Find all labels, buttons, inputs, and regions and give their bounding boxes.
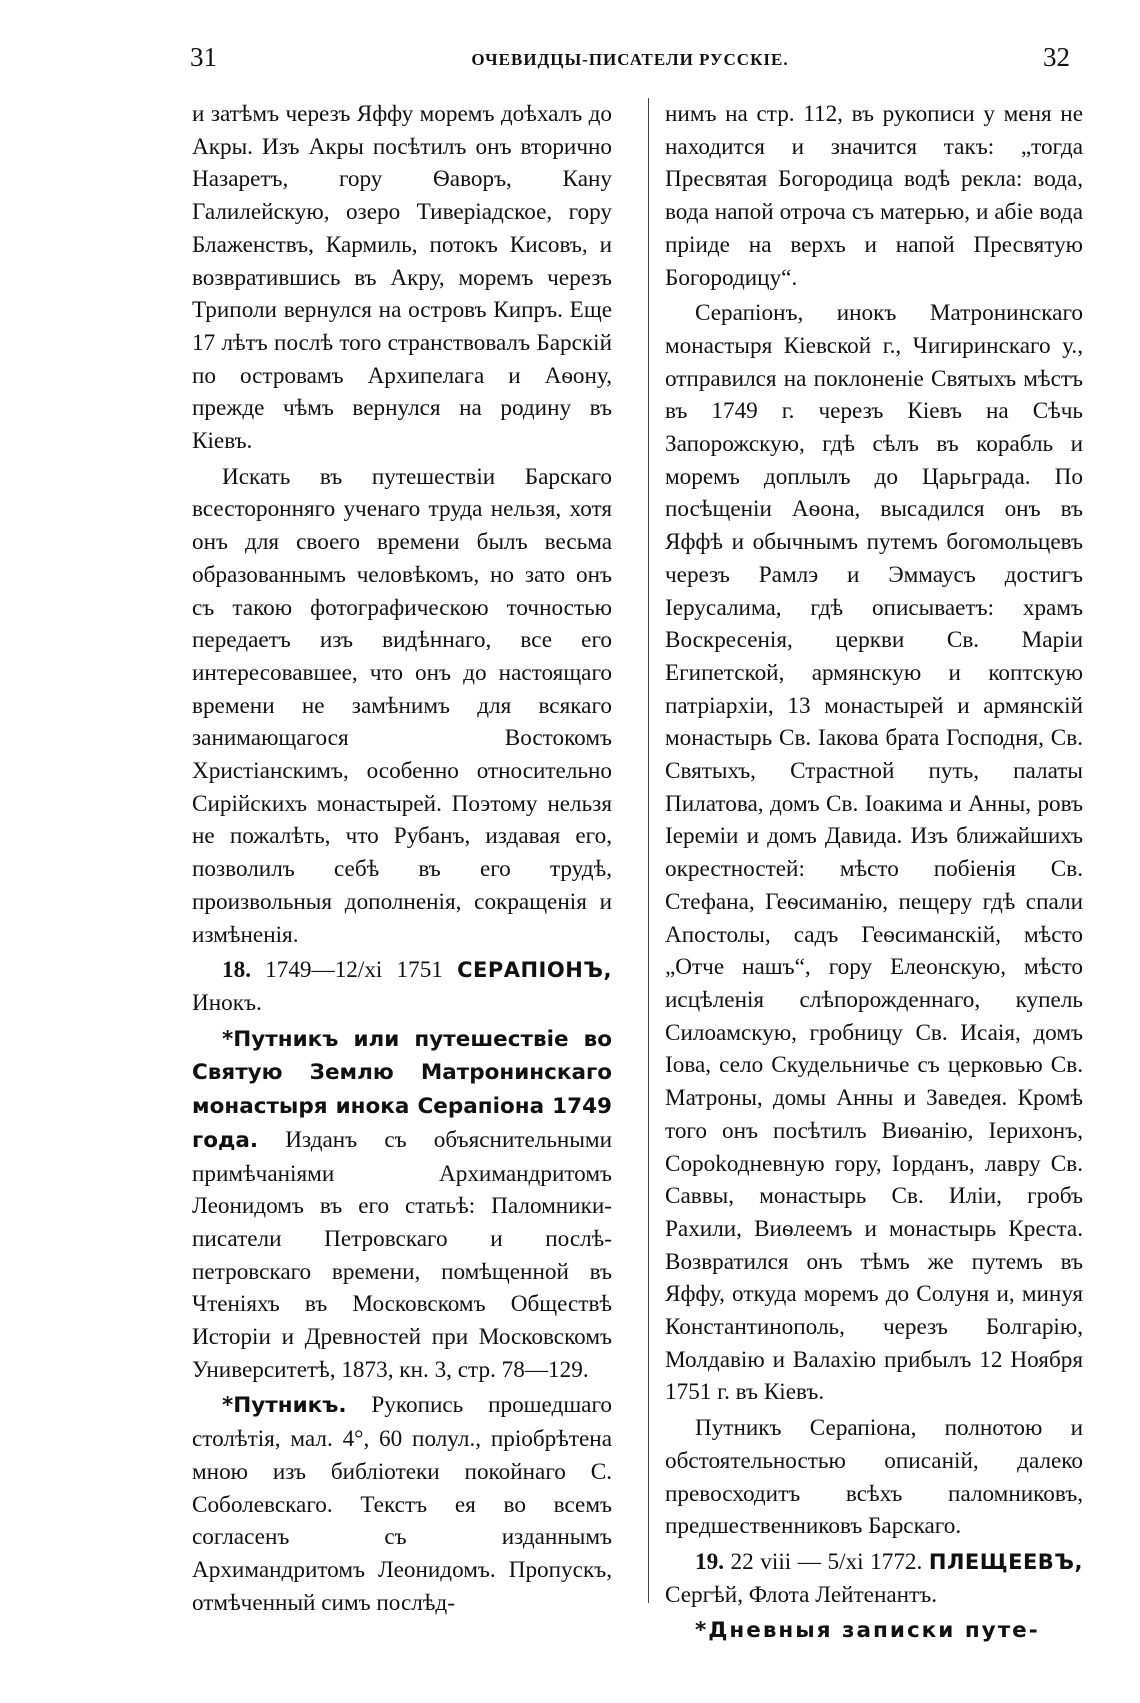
left-paragraph-1: и затѣмъ черезъ Яффу моремъ доѣхалъ до Акры. Изъ Акры посѣтилъ онъ вторично Назаретъ, гору Ѳаворъ, Кану Галилейскую, озеро Тиверіадское, гору Блаженствъ, Кармиль, потокъ Кисовъ, и возвратившись въ Акру, моремъ черезъ Триполи вернулся на островъ Кипръ. Еще 17 лѣтъ послѣ того странствовалъ Барскій по островамъ Архипелага и Аѳону, прежде чѣмъ вернулся на родину въ Кіевъ. — [192, 101, 612, 455]
entry-19-title-1: *Дневныя записки путе- — [695, 1618, 1040, 1644]
right-paragraph-3: Путникъ Серапіона, полнотою и обстоятельностью описаній, далеко превосходитъ всѣхъ паломниковъ, предшественниковъ Барскаго. — [665, 1415, 1083, 1540]
entry-18-bibliography-1 — [192, 1023, 612, 1387]
entry-18-text-1: Изданъ съ объяснительными примѣчаніями Архимандритомъ Леонидомъ въ его статьѣ: Паломники-писатели Петровскаго и послѣ-петровскаго времени, помѣщенной въ Чтеніяхъ въ Московскомъ Обществѣ Исторіи и Древностей при Московскомъ Университетѣ, 1873, кн. 3, стр. 78—129. — [192, 1126, 612, 1383]
left-paragraph-2: Искать въ путешествіи Барскаго всесторонняго ученаго труда нельзя, хотя онъ для своего времени былъ весьма образованнымъ человѣкомъ, но зато онъ съ такою фотографическою точностью передаетъ изъ видѣннаго, все его интересовавшее, что онъ до настоящаго времени не замѣнимъ для всякаго занимающагося Востокомъ Христіанскимъ, особенно относительно Сирійскихъ монастырей. Поэтому нельзя не пожалѣть, что Рубанъ, издавая его, позволилъ себѣ въ его трудѣ, произвольныя дополненія, сокращенія и измѣненія. — [192, 463, 612, 948]
entry-18-rank: Инокъ. — [192, 989, 262, 1016]
running-title: ОЧЕВИДЦЫ-ПИСАТЕЛИ РУССКІЕ. — [471, 50, 789, 69]
entry-18-number: 18. — [222, 957, 251, 984]
entry-19-bibliography-1 — [665, 1614, 1083, 1648]
entry-18-heading — [192, 954, 612, 1019]
left-column — [192, 98, 612, 1619]
entry-19-name: ПЛЕЩЕЕВЪ, — [928, 1549, 1083, 1574]
entry-18-text-2: Рукопись прошедшаго столѣтія, мал. 4°, 60 полул., пріобрѣтена мною изъ библіотеки покойнаго С. Соболевскаго. Текстъ ея во всемъ согласенъ съ изданнымъ Архимандритомъ Леонидомъ. Пропускъ, отмѣченный симъ послѣд- — [192, 1392, 612, 1616]
entry-19-heading — [665, 1546, 1083, 1611]
page-number-left: 31 — [190, 42, 217, 72]
entry-18-name: СЕРАПІОНЪ, — [457, 958, 612, 983]
entry-18-dates: 1749—12/xi 1751 — [250, 957, 458, 984]
entry-19-dates: 22 viii — 5/xi 1772. — [723, 1548, 929, 1575]
page-number-right: 32 — [1043, 42, 1070, 72]
right-paragraph-1: нимъ на стр. 112, въ рукописи у меня не находится и значится такъ: „тогда Пресвятая Богородица водѣ рекла: вода, вода напой отроча съ матерью, и абіе вода пріиде на верхъ и напой Пресвятую Богородицу“. — [665, 101, 1083, 291]
right-column — [665, 98, 1083, 1648]
entry-19-number: 19. — [695, 1548, 724, 1575]
page-header — [190, 42, 1070, 82]
entry-18-title-1: *Путникъ или путешествіе во Святую Землю Матронинскаго монастыря инока Серапіона 1749 года. — [192, 1026, 612, 1153]
right-paragraph-2: Серапіонъ, инокъ Матронинскаго монастыря Кіевской г., Чигиринскаго у., отправился на поклоненіе Святыхъ мѣстъ въ 1749 г. черезъ Кіевъ на Сѣчь Запорожскую, гдѣ сѣлъ въ корабль и моремъ доплылъ до Царьграда. По посѣщеніи Аѳона, высадился онъ въ Яффѣ и обычнымъ путемъ богомольцевъ черезъ Рамлэ и Эммаусъ достигъ Іерусалима, гдѣ описываетъ: храмъ Воскресенія, церкви Св. Маріи Египетской, армянскую и коптскую патріархіи, 13 монастырей и армянскій монастырь Св. Іакова брата Господня, Св. Святыхъ, Страстной путь, палаты Пилатова, домъ Св. Іоакима и Анны, ровъ Іереміи и домъ Давида. Изъ ближайшихъ окрестностей: мѣсто побіенія Св. Стефана, Геѳсиманію, пещеру гдѣ спали Апостолы, садъ Геѳсиманскій, мѣсто „Отче нашъ“, гору Елеонскую, мѣсто исцѣленія слѣпорожденнаго, купель Силоамскую, гробницу Св. Исаія, домъ Іова, село Скудельничье съ церковью Св. Матроны, домы Анны и Заведея. Кромѣ того онъ посѣтилъ Виѳанію, Іерихонъ, Сороkодневную гору, Іорданъ, лавру Св. Саввы, монастырь Св. Иліи, гробъ Рахили, Виѳлеемъ и монастырь Креста. Возвратился онъ тѣмъ же путемъ въ Яффу, откуда моремъ до Солуня и, минуя Константинополь, черезъ Болгарію, Молдавію и Валахію прибылъ 12 Ноября 1751 г. въ Кіевъ. — [665, 300, 1083, 1406]
entry-18-title-2: *Путникъ. — [222, 1393, 347, 1419]
entry-19-rank: Сергѣй, Флота Лейтенантъ. — [665, 1581, 937, 1608]
column-divider — [648, 98, 649, 1603]
entry-18-bibliography-2 — [192, 1389, 612, 1619]
